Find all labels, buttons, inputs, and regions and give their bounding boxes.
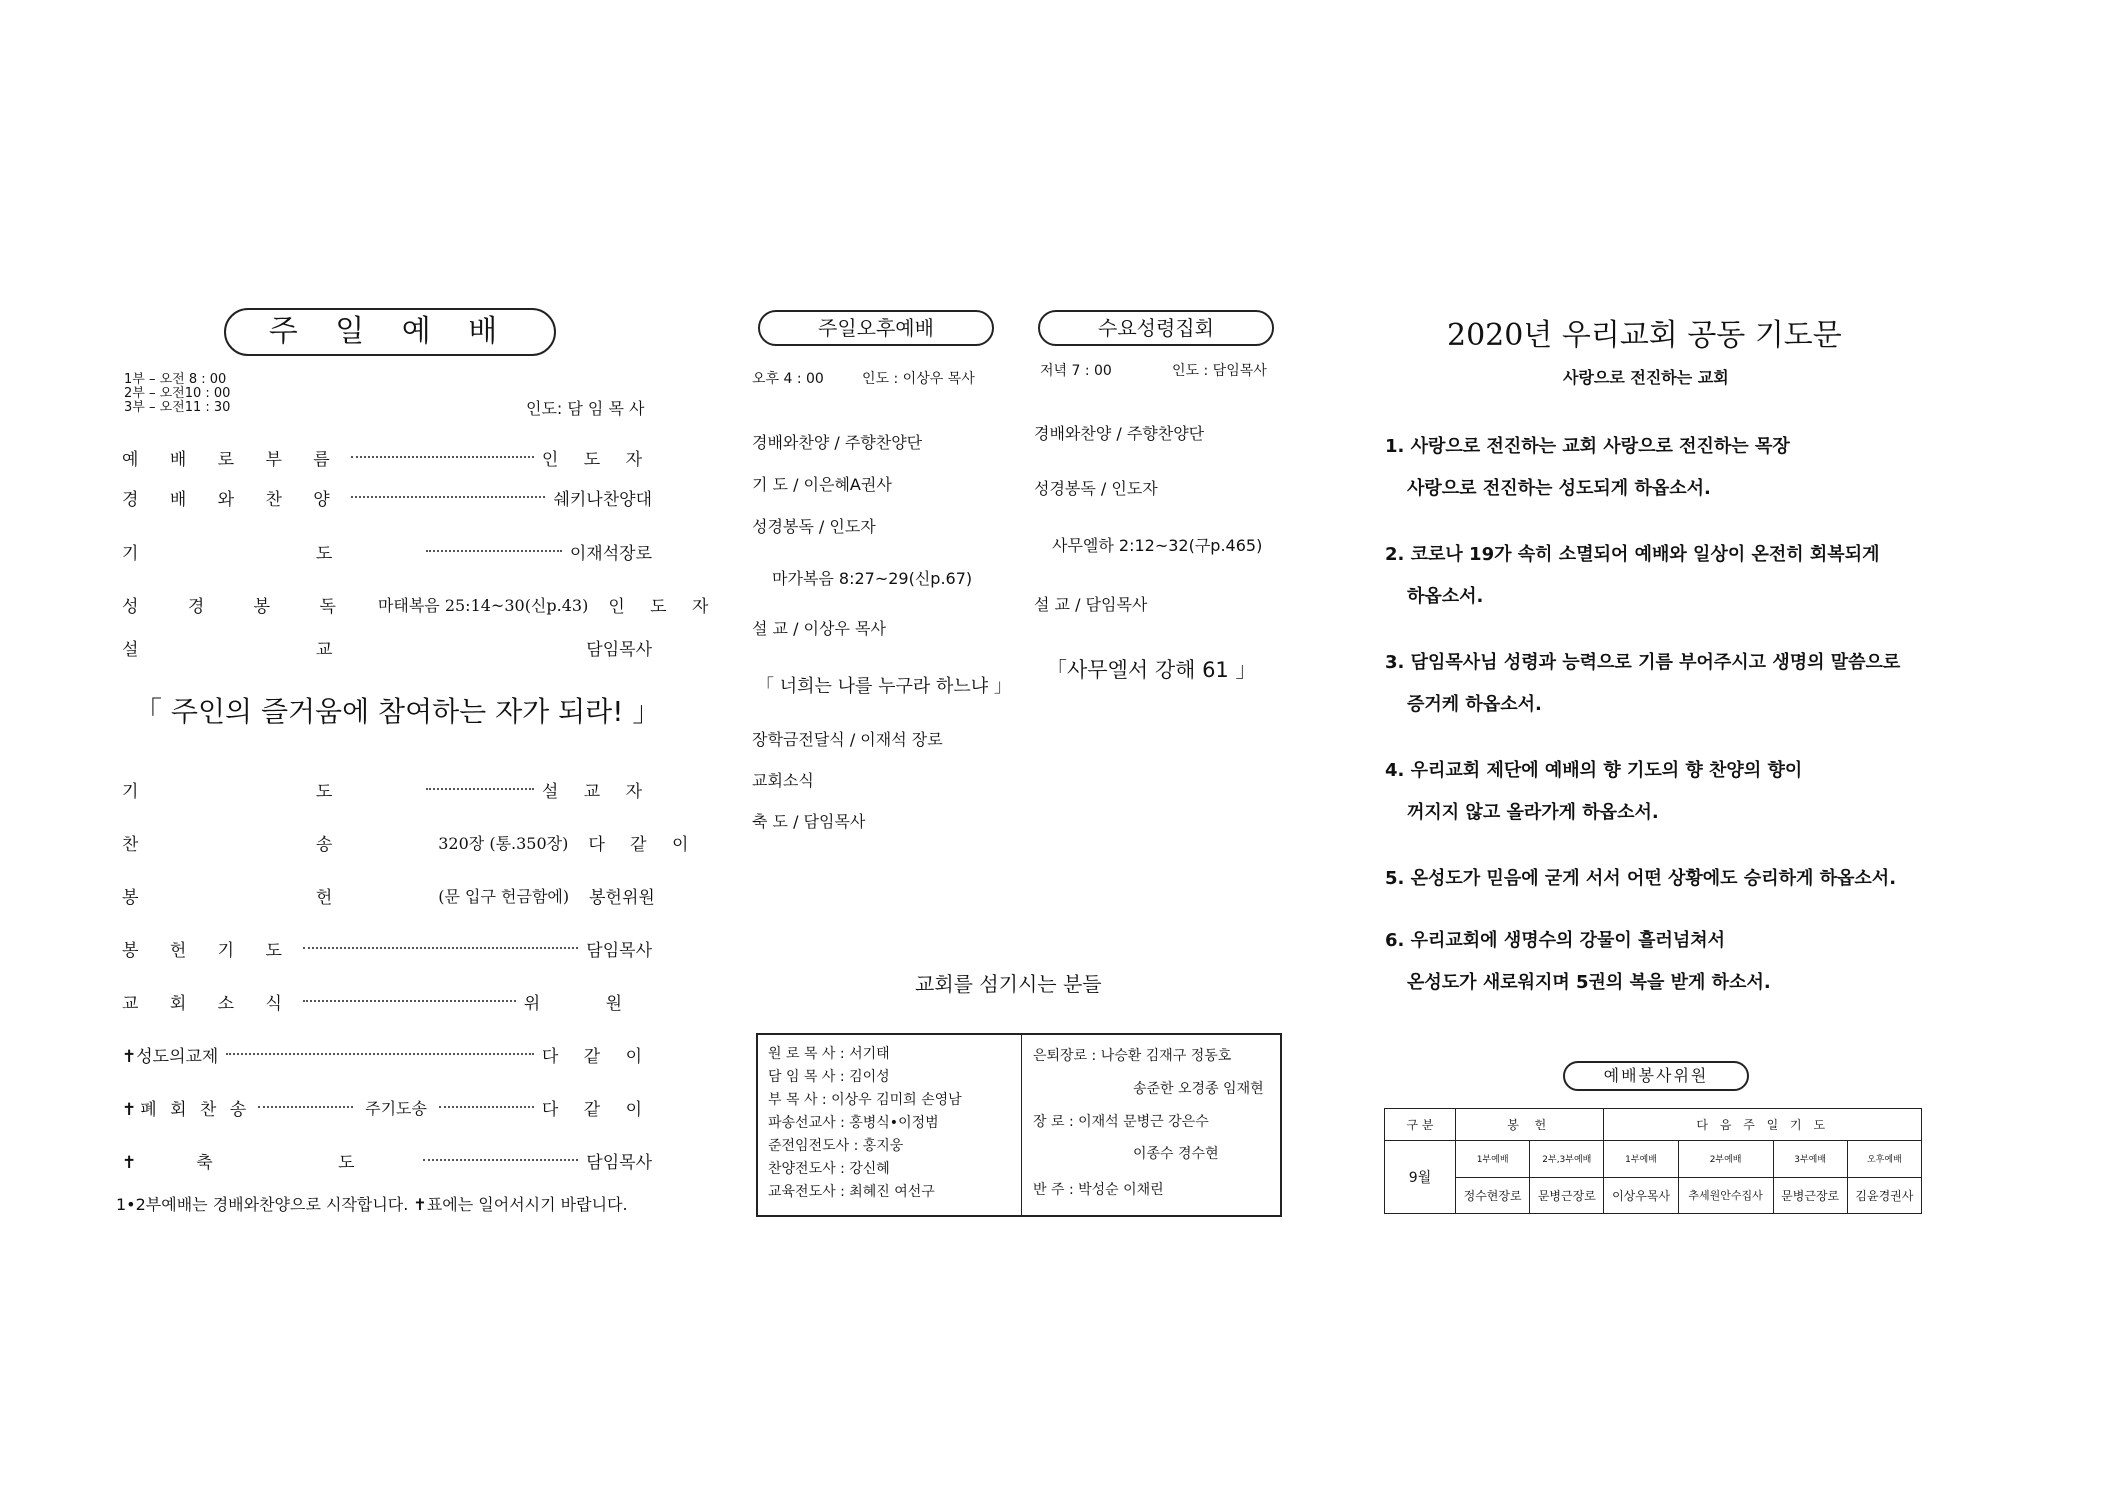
order-row <box>122 827 699 857</box>
order-label: 기 도 <box>122 781 419 802</box>
service-times <box>124 373 230 415</box>
minister-entry: 반 주 : 박성순 이채린 <box>1033 1182 1164 1198</box>
order-label: ✝성도의교제 <box>122 1046 219 1067</box>
col-header-offering: 봉 헌 <box>1456 1109 1604 1141</box>
order-label: ✝폐 회 찬 송 <box>122 1099 251 1120</box>
order-label: 봉 헌 <box>122 887 419 908</box>
minister-entry: 담 임 목 사 : 김이성 <box>768 1069 890 1085</box>
dot-leader <box>351 496 546 498</box>
servant-name-cell: 문병근장로 <box>1530 1177 1604 1213</box>
servant-name-cell: 이상우목사 <box>1604 1177 1678 1213</box>
prayer-line: 꺼지지 않고 올라가게 하옵소서. <box>1407 802 1659 823</box>
sub-header-cell: 3부예배 <box>1773 1141 1847 1177</box>
sub-header-cell: 1부예배 <box>1456 1141 1530 1177</box>
order-person: 쉐키나찬양대 <box>553 489 652 510</box>
col-header-prayer: 다 음 주 일 기 도 <box>1604 1109 1922 1141</box>
order-row <box>122 1039 652 1069</box>
minister-entry: 부 목 사 : 이상우 김미희 손영남 <box>768 1092 962 1108</box>
prayer-line: 3. 담임목사님 성령과 능력으로 기름 부어주시고 생명의 말씀으로 <box>1385 652 1901 673</box>
order-label: ✝축 도 <box>122 1152 415 1173</box>
prayer-line: 온성도가 새로워지며 5권의 복을 받게 하소서. <box>1407 972 1771 993</box>
minister-entry: 교육전도사 : 최혜진 여선구 <box>768 1184 935 1200</box>
order-person: 다 같 이 <box>541 1046 652 1067</box>
dot-leader <box>426 550 562 552</box>
offering-note: (문 입구 헌금함에) <box>438 886 570 906</box>
service-time-1: 1부 – 오전 8 : 00 <box>124 372 227 387</box>
order-label: 경 배 와 찬 양 <box>122 489 343 510</box>
order-row <box>122 880 655 910</box>
sermon-title: 「 주인의 즐거움에 참여하는 자가 되라! 」 <box>134 695 661 728</box>
afternoon-item: 설 교 / 이상우 목사 <box>752 619 886 638</box>
prayer-line: 증거케 하옵소서. <box>1407 694 1542 715</box>
afternoon-scripture: 마가복음 8:27~29(신p.67) <box>772 569 973 588</box>
servants-title-text: 예배봉사위원 <box>1603 1066 1709 1085</box>
wednesday-time: 저녁 7 : 00 <box>1040 363 1112 379</box>
servant-name-cell: 추세원안수집사 <box>1678 1177 1773 1213</box>
minister-entry: 송준한 오경종 임재현 <box>1133 1081 1264 1097</box>
order-label: 기 도 <box>122 543 419 564</box>
order-label: 예 배 로 부 름 <box>122 449 343 470</box>
dot-leader <box>439 1106 534 1108</box>
wednesday-leader: 인도 : 담임목사 <box>1172 363 1267 379</box>
minister-entry: 준전임전도사 : 홍지웅 <box>768 1138 904 1154</box>
servant-name-cell: 정수현장로 <box>1456 1177 1530 1213</box>
minister-entry: 원 로 목 사 : 서기태 <box>768 1046 890 1062</box>
footnote: 1•2부예배는 경배와찬양으로 시작합니다. ✝표에는 일어서시기 바랍니다. <box>116 1195 628 1214</box>
wednesday-service-title-text: 수요성령집회 <box>1098 316 1214 340</box>
afternoon-item: 교회소식 <box>752 771 814 790</box>
hymn-number: 320장 (통.350장) <box>438 833 569 853</box>
servant-name-cell: 문병근장로 <box>1773 1177 1847 1213</box>
order-row <box>122 536 652 566</box>
order-label: 교 회 소 식 <box>122 993 295 1014</box>
order-row <box>122 774 652 804</box>
prayer-title: 2020년 우리교회 공동 기도문 <box>1447 318 1842 353</box>
month-cell: 9월 <box>1385 1141 1456 1214</box>
order-label: 찬 송 <box>122 834 419 855</box>
sub-header-cell: 1부예배 <box>1604 1141 1678 1177</box>
afternoon-item: 성경봉독 / 인도자 <box>752 517 876 536</box>
prayer-line: 하옵소서. <box>1407 586 1484 607</box>
closing-hymn: 주기도송 <box>365 1098 427 1118</box>
ministers-heading: 교회를 섬기시는 분들 <box>915 972 1102 996</box>
wednesday-service-title <box>1038 310 1274 346</box>
servant-name-cell: 김윤경권사 <box>1847 1177 1921 1213</box>
dot-leader <box>258 1106 353 1108</box>
order-row <box>122 933 652 963</box>
order-row <box>122 1092 652 1122</box>
order-person: 봉헌위원 <box>589 887 655 908</box>
ministers-divider <box>1021 1035 1022 1215</box>
order-label: 설 교 <box>122 639 419 660</box>
service-time-2: 2부 – 오전10 : 00 <box>124 386 231 401</box>
order-row <box>122 986 652 1016</box>
order-person: 인 도 자 <box>541 449 652 470</box>
order-person: 다 같 이 <box>588 834 699 855</box>
sub-header-cell: 오후예배 <box>1847 1141 1921 1177</box>
minister-entry: 찬양전도사 : 강신혜 <box>768 1161 890 1177</box>
prayer-line: 5. 온성도가 믿음에 굳게 서서 어떤 상황에도 승리하게 하옵소서. <box>1385 868 1897 889</box>
order-person: 다 같 이 <box>541 1099 652 1120</box>
dot-leader <box>303 1000 516 1002</box>
prayer-line: 사랑으로 전진하는 성도되게 하옵소서. <box>1407 478 1711 499</box>
order-person: 담임목사 <box>586 1152 652 1173</box>
wednesday-sermon-title: 「사무엘서 강해 61 」 <box>1046 658 1257 682</box>
sunday-worship-title <box>224 308 556 356</box>
dot-leader <box>423 1159 579 1161</box>
order-person: 설 교 자 <box>541 781 652 802</box>
minister-entry: 이종수 경수현 <box>1133 1146 1219 1162</box>
afternoon-item: 축 도 / 담임목사 <box>752 812 866 831</box>
dot-leader <box>226 1053 534 1055</box>
servants-title <box>1563 1061 1749 1091</box>
afternoon-item: 경배와찬양 / 주향찬양단 <box>752 433 923 452</box>
ministers-left-list <box>768 1043 962 1204</box>
prayer-line: 4. 우리교회 제단에 예배의 향 기도의 향 찬양의 향이 <box>1385 760 1803 781</box>
col-header-gubun: 구 분 <box>1385 1109 1456 1141</box>
sub-header-cell: 2부예배 <box>1678 1141 1773 1177</box>
dot-leader <box>426 788 534 790</box>
order-label: 봉 헌 기 도 <box>122 940 295 961</box>
service-time-3: 3부 – 오전11 : 30 <box>124 400 231 415</box>
sunday-worship-title-text: 주 일 예 배 <box>268 314 512 349</box>
prayer-line: 2. 코로나 19가 속히 소멸되어 예배와 일상이 온전히 회복되게 <box>1385 544 1880 565</box>
afternoon-leader: 인도 : 이상우 목사 <box>862 371 975 387</box>
order-person: 인 도 자 <box>608 596 719 617</box>
sunday-leader: 인도: 담 임 목 사 <box>526 399 645 418</box>
order-person: 이재석장로 <box>569 543 652 564</box>
order-person: 담임목사 <box>586 639 652 660</box>
scripture-reference: 마태복음 25:14~30(신p.43) <box>377 595 589 615</box>
order-row <box>122 632 652 662</box>
order-row <box>122 1145 652 1175</box>
wednesday-scripture: 사무엘하 2:12~32(구p.465) <box>1052 536 1263 555</box>
minister-entry: 장 로 : 이재석 문병근 강은수 <box>1033 1114 1209 1130</box>
order-label: 성 경 봉 독 <box>122 596 358 617</box>
sub-header-cell: 2부,3부예배 <box>1530 1141 1604 1177</box>
afternoon-time: 오후 4 : 00 <box>752 371 824 387</box>
dot-leader <box>303 947 578 949</box>
wednesday-item: 경배와찬양 / 주향찬양단 <box>1034 424 1205 443</box>
afternoon-worship-title-text: 주일오후예배 <box>818 316 934 340</box>
afternoon-sermon-title: 「 너희는 나를 누구라 하느냐 」 <box>756 676 1012 697</box>
wednesday-item: 설 교 / 담임목사 <box>1034 595 1148 614</box>
prayer-subtitle: 사랑으로 전진하는 교회 <box>1563 368 1729 387</box>
wednesday-item: 성경봉독 / 인도자 <box>1034 479 1158 498</box>
minister-entry: 은퇴장로 : 나승환 김재구 정동호 <box>1033 1048 1232 1064</box>
afternoon-item: 장학금전달식 / 이재석 장로 <box>752 730 943 749</box>
minister-entry: 파송선교사 : 홍병식•이정범 <box>768 1115 939 1131</box>
prayer-line: 1. 사랑으로 전진하는 교회 사랑으로 전진하는 목장 <box>1385 436 1790 457</box>
ministers-box <box>756 1033 1282 1217</box>
order-row <box>122 482 652 512</box>
order-row <box>122 442 652 472</box>
servants-table <box>1384 1108 1922 1214</box>
order-person: 담임목사 <box>586 940 652 961</box>
order-person: 위 원 <box>523 993 652 1014</box>
afternoon-item: 기 도 / 이은혜A권사 <box>752 475 892 494</box>
prayer-line: 6. 우리교회에 생명수의 강물이 흘러넘쳐서 <box>1385 930 1726 951</box>
dot-leader <box>351 456 534 458</box>
order-row <box>122 589 719 619</box>
afternoon-worship-title <box>758 310 994 346</box>
